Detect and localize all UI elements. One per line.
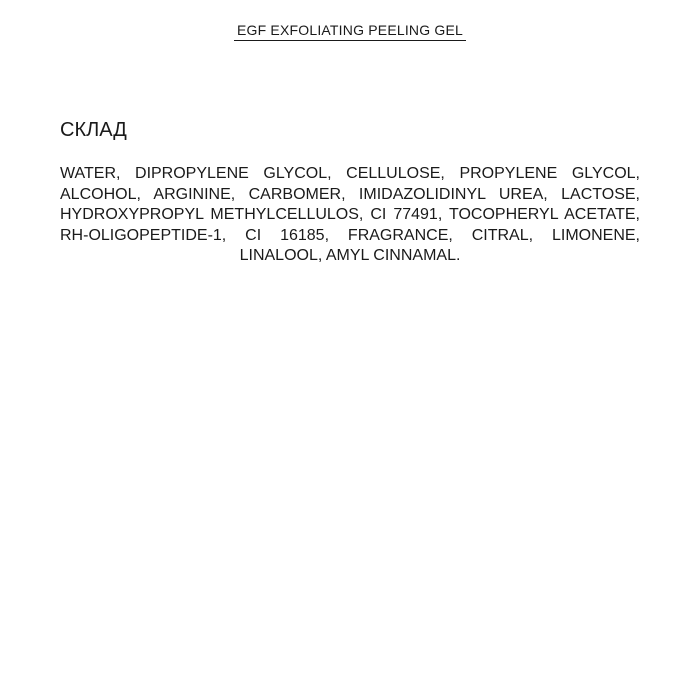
composition-heading: СКЛАД (60, 119, 127, 141)
ingredients-list: WATER, DIPROPYLENE GLYCOL, CELLULOSE, PROPYLENE GLYCOL, ALCOHOL, ARGININE, CARBOMER, IMIDAZOLIDINYL UREA, LACTOSE, HYDROXYPROPYL METHYLCELLULOS, CI 77491, TOCOPHERYL ACETATE, RH-OLIGOPEPTIDE-1, CI 16185, FRAGRANCE, CITRAL, LIMONENE, LINALOOL, AMYL CINNAMAL. (60, 165, 640, 264)
product-title-text: EGF EXFOLIATING PEELING GEL (234, 22, 466, 41)
product-title (0, 22, 700, 41)
